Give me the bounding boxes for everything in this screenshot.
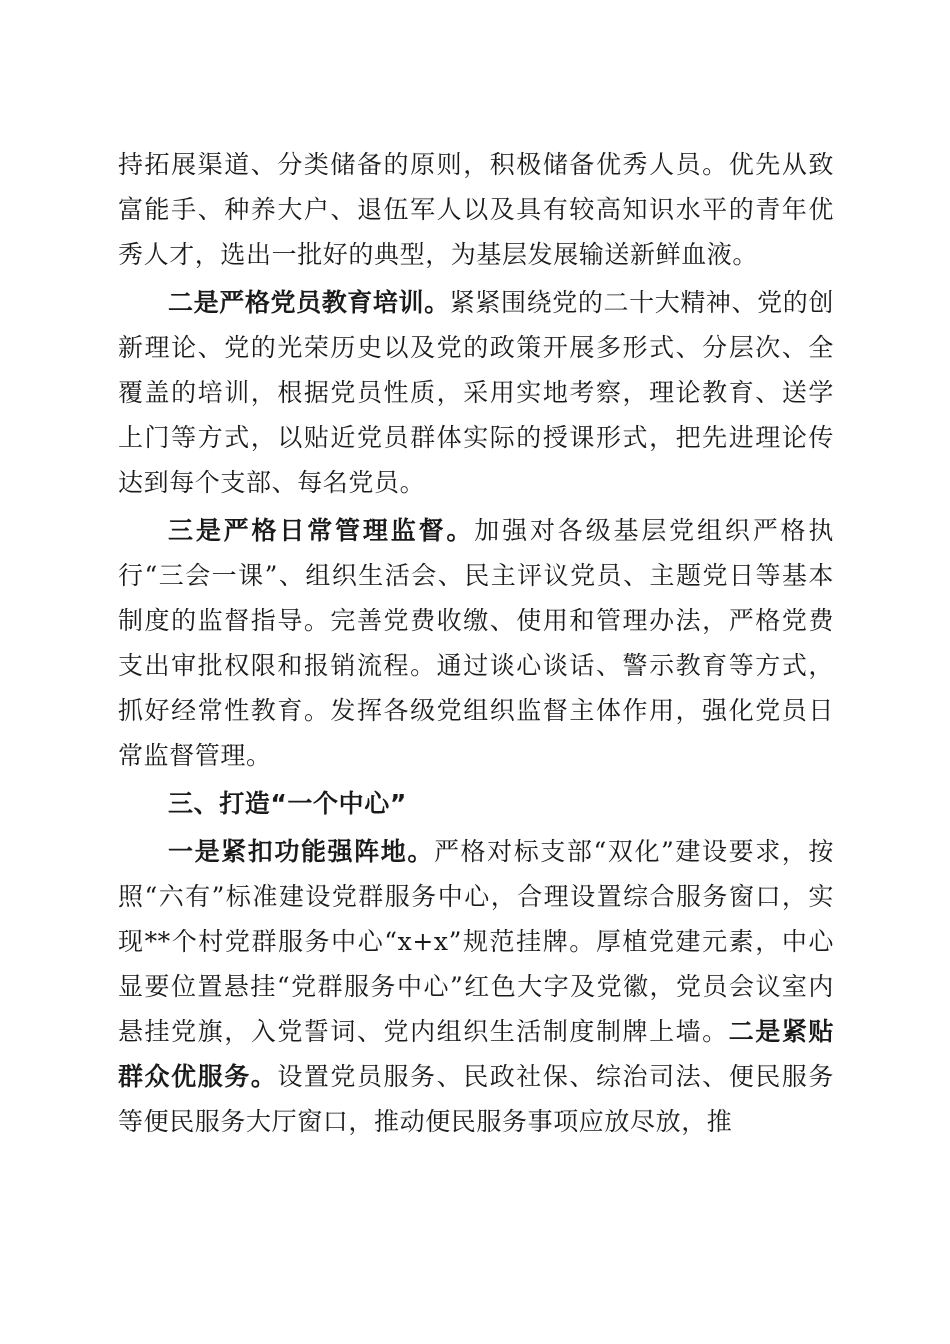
paragraph-lead-management-supervision: 三是严格日常管理监督。 bbox=[168, 516, 475, 545]
paragraph-body-serve-masses: 设置党员服务、民政社保、综治司法、便民服务等便民服务大厅窗口，推动便民服务事项应放尽放，推 bbox=[118, 1062, 834, 1136]
section-heading: 三、打造“一个中心” bbox=[168, 789, 407, 818]
paragraph-lead-serve-masses: 二是紧贴群众优服务。 bbox=[118, 1017, 834, 1091]
paragraph-lead-function-position: 一是紧扣功能强阵地。 bbox=[168, 837, 434, 866]
paragraph-body-education-training: 紧紧围绕党的二十大精神、党的创新理论、党的光荣历史以及党的政策开展多形式、分层次、全覆盖的培训，根据党员性质，采用实地考察，理论教育、送学上门等方式，以贴近党员群体实际的授课形式，把先进理论传达到每个支部、每名党员。 bbox=[118, 288, 834, 497]
paragraph-management-supervision bbox=[118, 508, 834, 778]
document-body bbox=[118, 142, 834, 1144]
paragraph-continuation: 持拓展渠道、分类储备的原则，积极储备优秀人员。优先从致富能手、种养大户、退伍军人以及具有较高知识水平的青年优秀人才，选出一批好的典型，为基层发展输送新鲜血液。 bbox=[118, 150, 834, 269]
paragraph-education-training bbox=[118, 280, 834, 505]
paragraph-body-management-supervision: 加强对各级基层党组织严格执行“三会一课”、组织生活会、民主评议党员、主题党日等基本制度的监督指导。完善党费收缴、使用和管理办法，严格党费支出审批权限和报销流程。通过谈心谈话、警示教育等方式，抓好经常性教育。发挥各级党组织监督主体作用，强化党员日常监督管理。 bbox=[118, 516, 834, 770]
paragraph-lead-education-training: 二是严格党员教育培训。 bbox=[168, 288, 450, 317]
paragraph-body-function-position: 严格对标支部“双化”建设要求，按照“六有”标准建设党群服务中心，合理设置综合服务窗口，实现**个村党群服务中心“x+x”规范挂牌。厚植党建元素，中心显要位置悬挂“党群服务中心”红色大字及党徽，党员会议室内悬挂党旗，入党誓词、党内组织生活制度制牌上墙。 bbox=[118, 837, 834, 1046]
paragraph-service-center bbox=[118, 829, 834, 1144]
